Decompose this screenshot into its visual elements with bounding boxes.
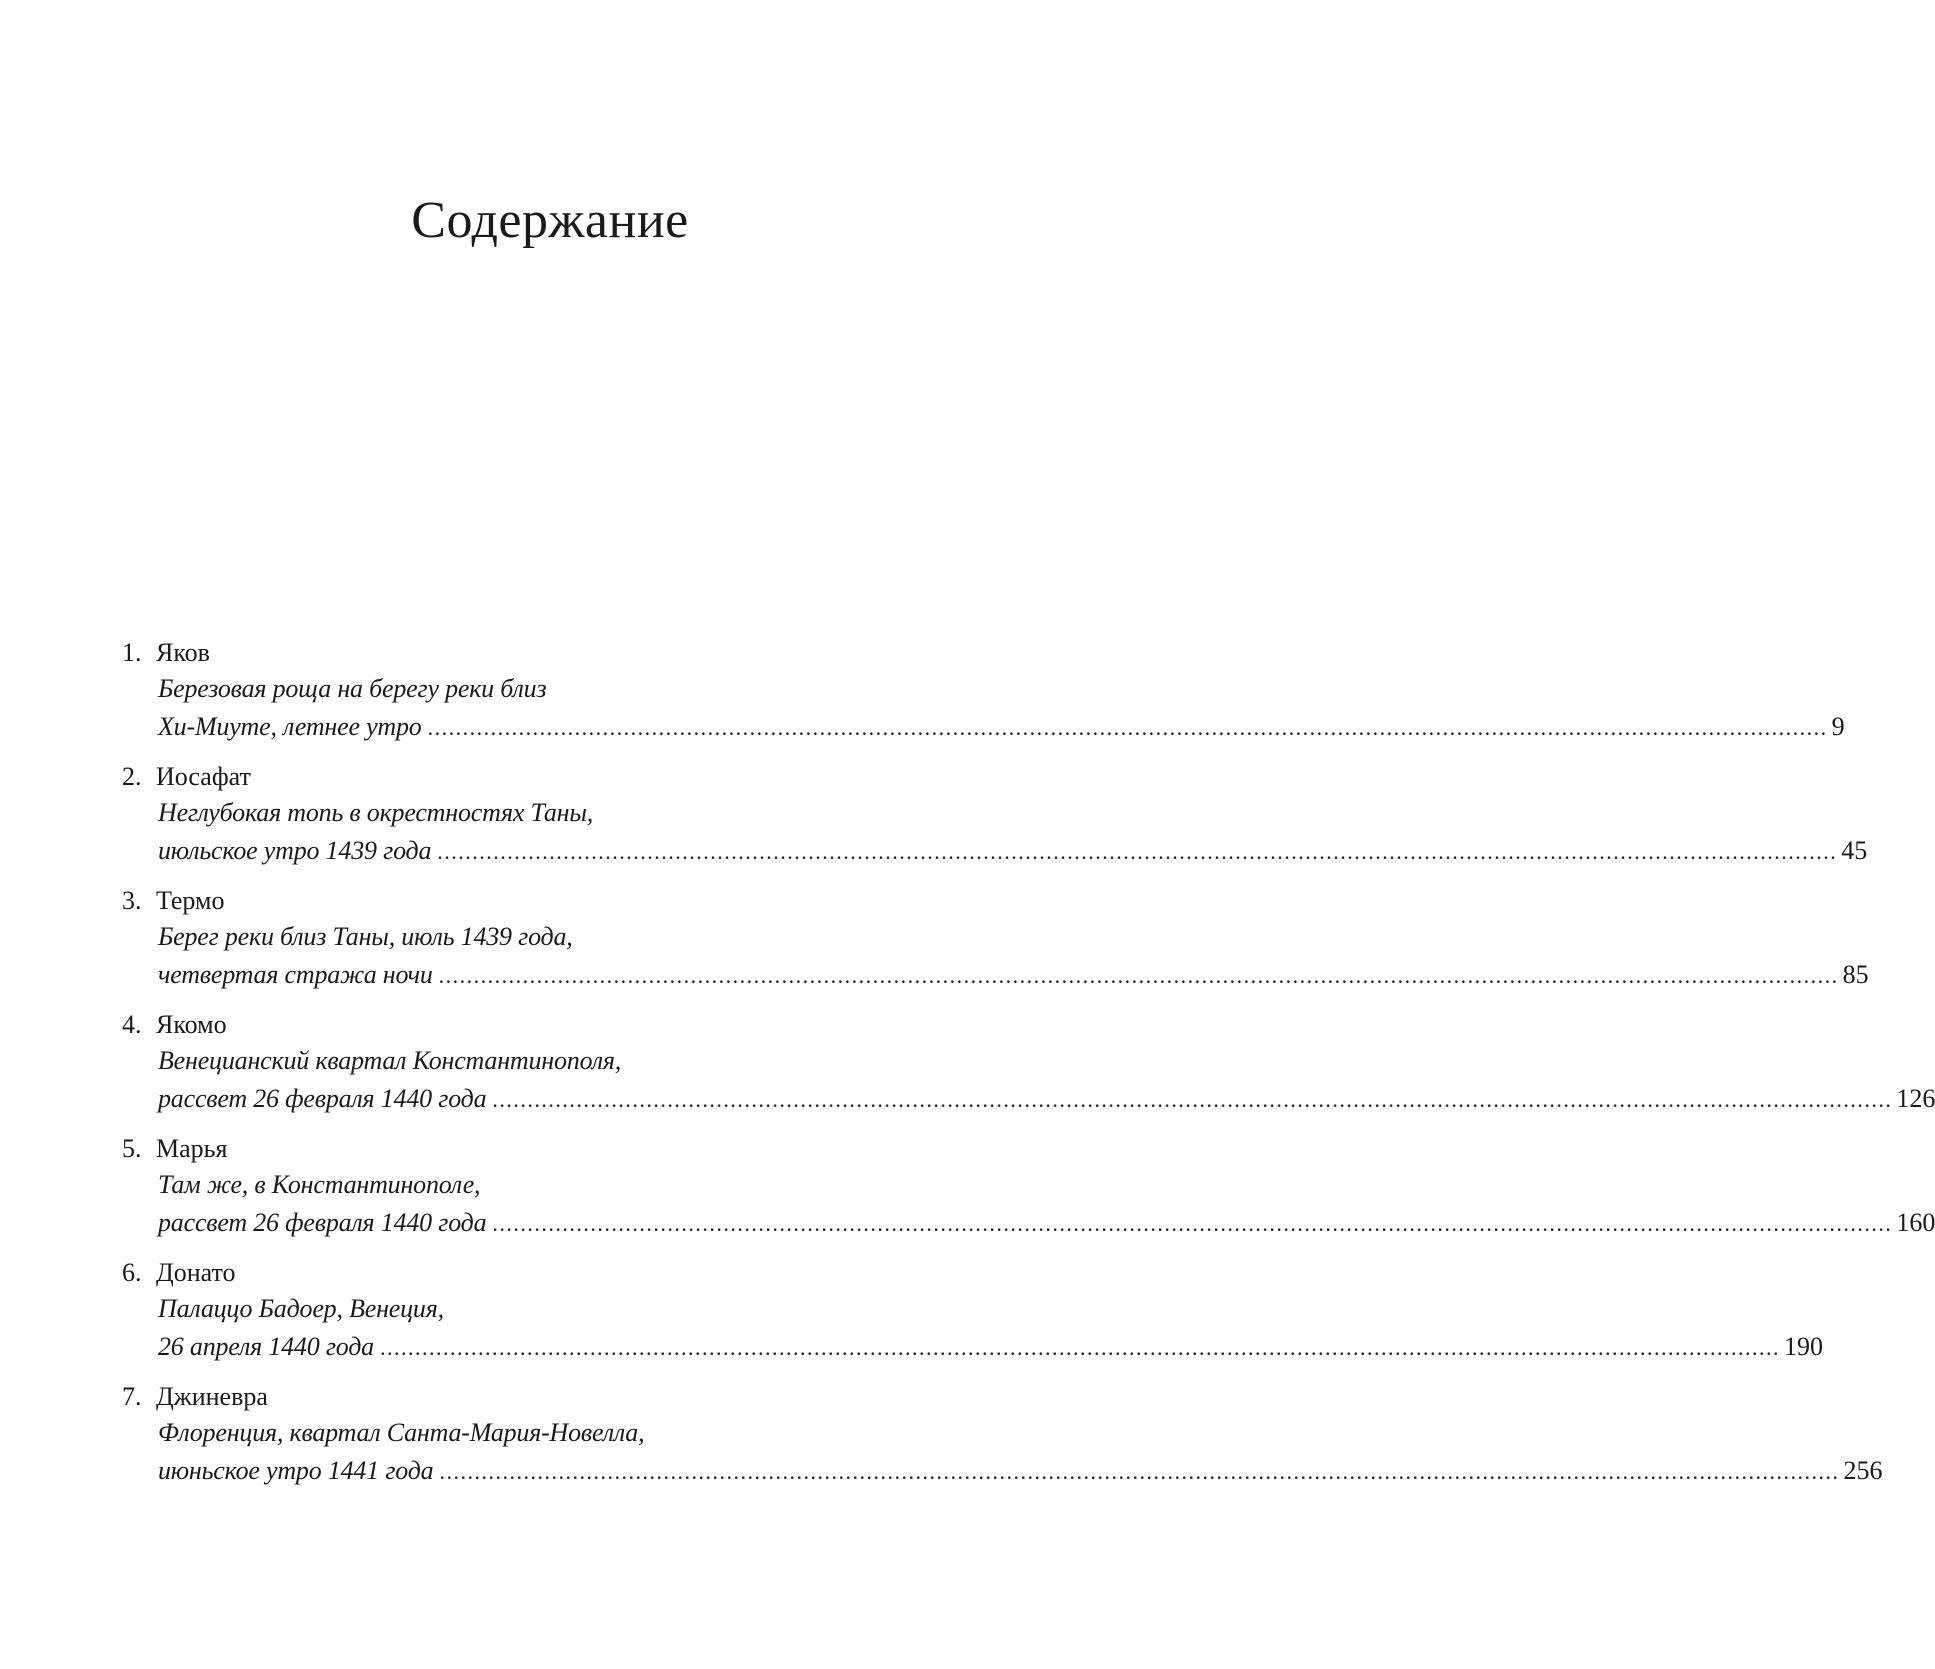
entry-subtitle-end: Хи-Миуте, летнее утро xyxy=(158,712,422,741)
entry-subtitle: Флоренция, квартал Санта-Мария-Новелла, xyxy=(158,1418,645,1447)
dot-leader: ........................................................................................................................................................................................................ xyxy=(379,1335,1780,1360)
entry-subtitle-end: июльское утро 1439 года xyxy=(158,836,432,865)
entry-number: 2. xyxy=(122,762,142,791)
entry-number: 1. xyxy=(122,638,142,667)
entry-subtitle: Там же, в Константинополе, xyxy=(158,1170,481,1199)
toc-entry-5[interactable] xyxy=(122,1132,1935,1242)
entry-number: 6. xyxy=(122,1258,142,1287)
entry-title: Якомо xyxy=(156,1010,227,1039)
dot-leader: ........................................................................................................................................................................................................ xyxy=(492,1211,1893,1236)
dot-leader: ........................................................................................................................................................................................................ xyxy=(437,839,1838,864)
table-of-contents xyxy=(122,636,1935,1504)
entry-subtitle: Берег реки близ Таны, июль 1439 года, xyxy=(158,922,573,951)
page-number: 190 xyxy=(1783,1332,1823,1361)
toc-entry-7[interactable] xyxy=(122,1380,1883,1490)
entry-number: 4. xyxy=(122,1010,142,1039)
entry-subtitle-end: июньское утро 1441 года xyxy=(158,1456,434,1485)
dot-leader: ........................................................................................................................................................................................................ xyxy=(427,715,1828,740)
entry-subtitle: Неглубокая топь в окрестностях Таны, xyxy=(158,798,594,827)
dot-leader: ........................................................................................................................................................................................................ xyxy=(492,1087,1893,1112)
entry-title: Яков xyxy=(156,638,210,667)
entry-title: Термо xyxy=(156,886,225,915)
toc-entry-1[interactable] xyxy=(122,636,1845,746)
entry-number: 7. xyxy=(122,1382,142,1411)
entry-subtitle: Березовая роща на берегу реки близ xyxy=(158,674,547,703)
page-number: 85 xyxy=(1842,960,1869,989)
entry-subtitle: Палаццо Бадоер, Венеция, xyxy=(158,1294,444,1323)
entry-title: Донато xyxy=(156,1258,236,1287)
page-number: 160 xyxy=(1896,1208,1935,1237)
entry-subtitle-end: рассвет 26 февраля 1440 года xyxy=(158,1208,487,1237)
toc-entry-2[interactable] xyxy=(122,760,1868,870)
toc-entry-6[interactable] xyxy=(122,1256,1823,1366)
entry-title: Марья xyxy=(156,1134,228,1163)
entry-title: Джиневра xyxy=(156,1382,268,1411)
page-number: 256 xyxy=(1843,1456,1883,1485)
page-number: 126 xyxy=(1896,1084,1935,1113)
dot-leader: ........................................................................................................................................................................................................ xyxy=(439,1459,1840,1484)
dot-leader: ........................................................................................................................................................................................................ xyxy=(438,963,1839,988)
toc-entry-3[interactable] xyxy=(122,884,1869,994)
entry-title: Иосафат xyxy=(156,762,251,791)
entry-subtitle-end: четвертая стража ночи xyxy=(158,960,433,989)
entry-subtitle-end: рассвет 26 февраля 1440 года xyxy=(158,1084,487,1113)
entry-number: 5. xyxy=(122,1134,142,1163)
page-title: Содержание xyxy=(411,192,689,249)
page-number: 45 xyxy=(1841,836,1868,865)
entry-subtitle-end: 26 апреля 1440 года xyxy=(158,1332,374,1361)
toc-entry-4[interactable] xyxy=(122,1008,1935,1118)
entry-subtitle: Венецианский квартал Константинополя, xyxy=(158,1046,622,1075)
page-number: 9 xyxy=(1831,712,1845,741)
entry-number: 3. xyxy=(122,886,142,915)
